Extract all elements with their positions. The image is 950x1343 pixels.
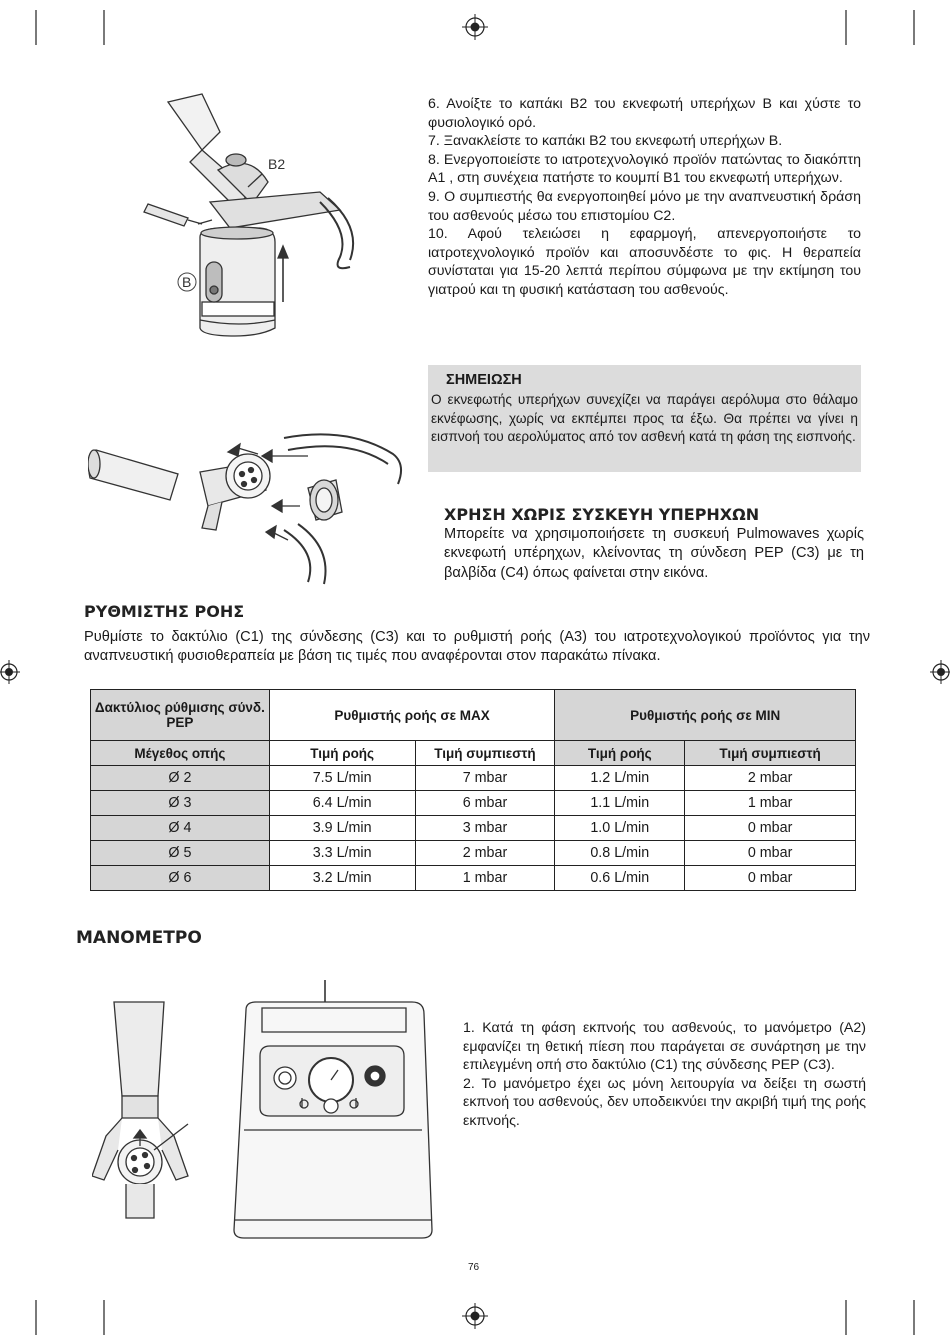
cell-flow-max: 7.5 L/min: [269, 766, 415, 791]
label-b2: B2: [268, 156, 286, 172]
note-title: ΣΗΜΕΙΩΣΗ: [446, 372, 522, 388]
manometer-title: ΜΑΝΟΜΕΤΡΟ: [76, 928, 202, 948]
steps-text: [428, 95, 861, 300]
flow-table: [90, 689, 856, 891]
cell-comp-max: 6 mbar: [415, 791, 555, 816]
cell-flow-max: 3.9 L/min: [269, 816, 415, 841]
registration-mark-top: [462, 14, 488, 40]
no-ultrasound-title: ΧΡΗΣΗ ΧΩΡΙΣ ΣΥΣΚΕΥΗ ΥΠΕΡΗΧΩΝ: [444, 505, 760, 524]
cell-flow-max: 3.3 L/min: [269, 841, 415, 866]
subheader-comp-max: Τιμή συμπιεστή: [415, 741, 555, 766]
cell-hole: Ø 6: [91, 866, 270, 891]
manometer-point-2: 2. Το μανόμετρο έχει ως μόνη λειτουργία να δείξει τη σωστή εκπνοή του ασθενούς, δεν υποδεικνύει την ακριβή τιμή της ροής εκπνοής.: [463, 1075, 866, 1129]
nebulizer-illustration: [140, 92, 370, 347]
cell-hole: Ø 3: [91, 791, 270, 816]
mouthpiece-ring-illustration: [92, 1000, 202, 1230]
cell-hole: Ø 4: [91, 816, 270, 841]
subheader-flow-min: Τιμή ροής: [555, 741, 685, 766]
cell-flow-max: 3.2 L/min: [269, 866, 415, 891]
no-ultrasound-text: Μπορείτε να χρησιμοποιήσετε τη συσκευή Pulmowaves χωρίς εκνεφωτή υπέρηχων, κλείνοντας τη σύνδεση PEP (C3) με τη βαλβίδα (C4) όπως φαίνεται στην εικόνα.: [444, 526, 864, 581]
note-text: Ο εκνεφωτής υπερήχων συνεχίζει να παράγει αερόλυμα στο θάλαμο εκνέφωσης, χωρίς να εκπέμπει προς τα έξω. Θα πρέπει να γίνει η εισπνοή του αερολύματος από τον ασθενή κατά τη φάση της εισπνοής.: [431, 392, 858, 445]
subheader-hole: Μέγεθος οπής: [91, 741, 270, 766]
step-10: 10. Αφού τελειώσει η εφαρμογή, απενεργοποιήστε το ιατροτεχνολογικό προϊόν και αποσυνδέστε το φις. Η θεραπεία συνίσταται για 15-20 λεπτά περίπου σύμφωνα με την εκτίμηση του γιατρού και τη φυσική κατάσταση του ασθενούς.: [428, 226, 861, 298]
registration-mark-left: [0, 660, 20, 684]
cell-flow-min: 1.0 L/min: [555, 816, 685, 841]
registration-mark-bottom: [462, 1303, 488, 1329]
manometer-point-1: 1. Κατά τη φάση εκπνοής του ασθενούς, το μανόμετρο (A2) εμφανίζει τη θετική πίεση που παράγεται σε συνάρτηση με την επιλεγμένη οπή στο δακτύλιο (C1) της σύνδεσης PEP (C3).: [463, 1020, 866, 1074]
table-row: [91, 816, 856, 841]
note-box: [428, 365, 861, 472]
table-row: [91, 841, 856, 866]
page-number: 76: [468, 1262, 480, 1273]
manometer-text: [463, 1019, 866, 1131]
table-row: [91, 791, 856, 816]
cell-comp-max: 7 mbar: [415, 766, 555, 791]
registration-mark-right: [930, 660, 950, 684]
step-7: 7. Ξανακλείστε το καπάκι B2 του εκνεφωτή υπερήχων B.: [428, 133, 783, 150]
cell-flow-min: 0.6 L/min: [555, 866, 685, 891]
header-min: Ρυθμιστής ροής σε MIN: [555, 690, 856, 741]
cell-hole: Ø 5: [91, 841, 270, 866]
cell-flow-min: 1.2 L/min: [555, 766, 685, 791]
pep-valve-illustration: [88, 432, 408, 592]
cell-comp-max: 1 mbar: [415, 866, 555, 891]
cell-comp-max: 2 mbar: [415, 841, 555, 866]
cell-flow-min: 1.1 L/min: [555, 791, 685, 816]
cell-comp-max: 3 mbar: [415, 816, 555, 841]
cell-comp-min: 0 mbar: [685, 816, 856, 841]
cell-flow-max: 6.4 L/min: [269, 791, 415, 816]
table-row: [91, 866, 856, 891]
label-b: B: [182, 274, 192, 290]
cell-comp-min: 0 mbar: [685, 841, 856, 866]
subheader-comp-min: Τιμή συμπιεστή: [685, 741, 856, 766]
flow-regulator-text: Ρυθμίστε το δακτύλιο (C1) της σύνδεσης (C3) και το ρυθμιστή ροής (A3) του ιατροτεχνολογικού προϊόντος για την αναπνευστική φυσιοθεραπεία με βάση τις τιμές που αναφέρονται στον παρακάτω πίνακα.: [84, 629, 870, 665]
step-9: 9. Ο συμπιεστής θα ενεργοποιηθεί μόνο με την αναπνευστική δράση του ασθενούς μέσω του επιστομίου C2.: [428, 188, 861, 224]
header-max: Ρυθμιστής ροής σε MAX: [269, 690, 555, 741]
cell-flow-min: 0.8 L/min: [555, 841, 685, 866]
cell-comp-min: 2 mbar: [685, 766, 856, 791]
device-manometer-illustration: [226, 980, 442, 1242]
flow-regulator-title: ΡΥΘΜΙΣΤΗΣ ΡΟΗΣ: [84, 602, 245, 621]
cell-hole: Ø 2: [91, 766, 270, 791]
header-ring: Δακτύλιος ρύθμισης σύνδ. PEP: [91, 690, 270, 741]
step-6: 6. Ανοίξτε το καπάκι B2 του εκνεφωτή υπερήχων B και χύστε το φυσιολογικό ορό.: [428, 96, 861, 131]
cell-comp-min: 0 mbar: [685, 866, 856, 891]
table-row: [91, 766, 856, 791]
cell-comp-min: 1 mbar: [685, 791, 856, 816]
subheader-flow-max: Τιμή ροής: [269, 741, 415, 766]
step-8: 8. Ενεργοποιείστε το ιατροτεχνολογικό προϊόν πατώντας το διακόπτη A1 , στη συνέχεια πατήστε το κουμπί B1 του εκνεφωτή υπερήχων.: [428, 151, 861, 187]
